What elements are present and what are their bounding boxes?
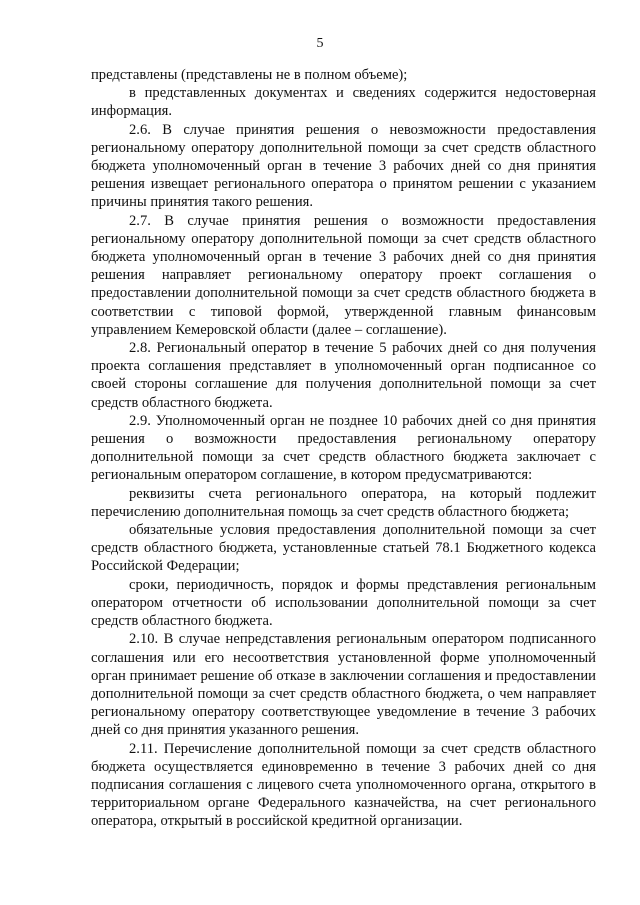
paragraph-2-10: 2.10. В случае непредставления региональным оператором подписанного соглашения или его несоответствия установленной форме уполномоченный орган принимает решение об отказе в заключении соглашения и предоставлении дополнительной помощи за счет средств областного бюджета, о чем направляет региональному оператору соответствующее уведомление в течение 3 рабочих дней со дня принятия указанного решения.: [91, 631, 596, 739]
paragraph-2-8: 2.8. Региональный оператор в течение 5 рабочих дней со дня получения проекта соглашения представляет в уполномоченный орган подписанное со своей стороны соглашение для получения дополнительной помощи за счет средств областного бюджета.: [91, 340, 596, 411]
paragraph-invalid-information: в представленных документах и сведениях содержится недостоверная информация.: [91, 85, 596, 120]
paragraph-continuation: представлены (представлены не в полном объеме);: [91, 67, 408, 83]
page-number: 5: [316, 36, 324, 51]
paragraph-reporting-terms: сроки, периодичность, порядок и формы представления региональным оператором отчетности об использовании дополнительной помощи за счет средств областного бюджета.: [91, 576, 596, 630]
paragraph-2-9: 2.9. Уполномоченный орган не позднее 10 рабочих дней со дня принятия решения о возможности предоставления региональному оператору дополнительной помощи за счет средств областного бюджета заключает с региональным оператором соглашение, в котором предусматриваются:: [91, 412, 596, 484]
document-body: [91, 66, 596, 831]
paragraph-account-details: реквизиты счета регионального оператора, на который подлежит перечислению дополнительная помощь за счет средств областного бюджета;: [91, 485, 596, 520]
paragraph-mandatory-conditions: обязательные условия предоставления дополнительной помощи за счет средств областного бюджета, установленные статьей 78.1 Бюджетного кодекса Российской Федерации;: [91, 522, 596, 575]
paragraph-2-11: 2.11. Перечисление дополнительной помощи за счет средств областного бюджета осуществляется единовременно в течение 3 рабочих дней со дня подписания соглашения с лицевого счета уполномоченного органа, открытого в территориальном органе Федерального казначейства, на счет регионального оператора, открытый в российской кредитной организации.: [91, 740, 596, 830]
paragraph-2-6: 2.6. В случае принятия решения о невозможности предоставления региональному оператору дополнительной помощи за счет средств областного бюджета уполномоченный орган в течение 3 рабочих дней со дня принятия решения извещает регионального оператора о принятом решении с указанием причины принятия такого решения.: [91, 121, 596, 211]
paragraph-2-7: 2.7. В случае принятия решения о возможности предоставления региональному оператору дополнительной помощи за счет средств областного бюджета уполномоченный орган в течение 3 рабочих дней со дня принятия решения направляет региональному оператору проект соглашения о предоставлении дополнительной помощи за счет средств областного бюджета в соответствии с типовой формой, утвержденной главным финансовым управлением Кемеровской области (далее – соглашение).: [91, 212, 596, 338]
